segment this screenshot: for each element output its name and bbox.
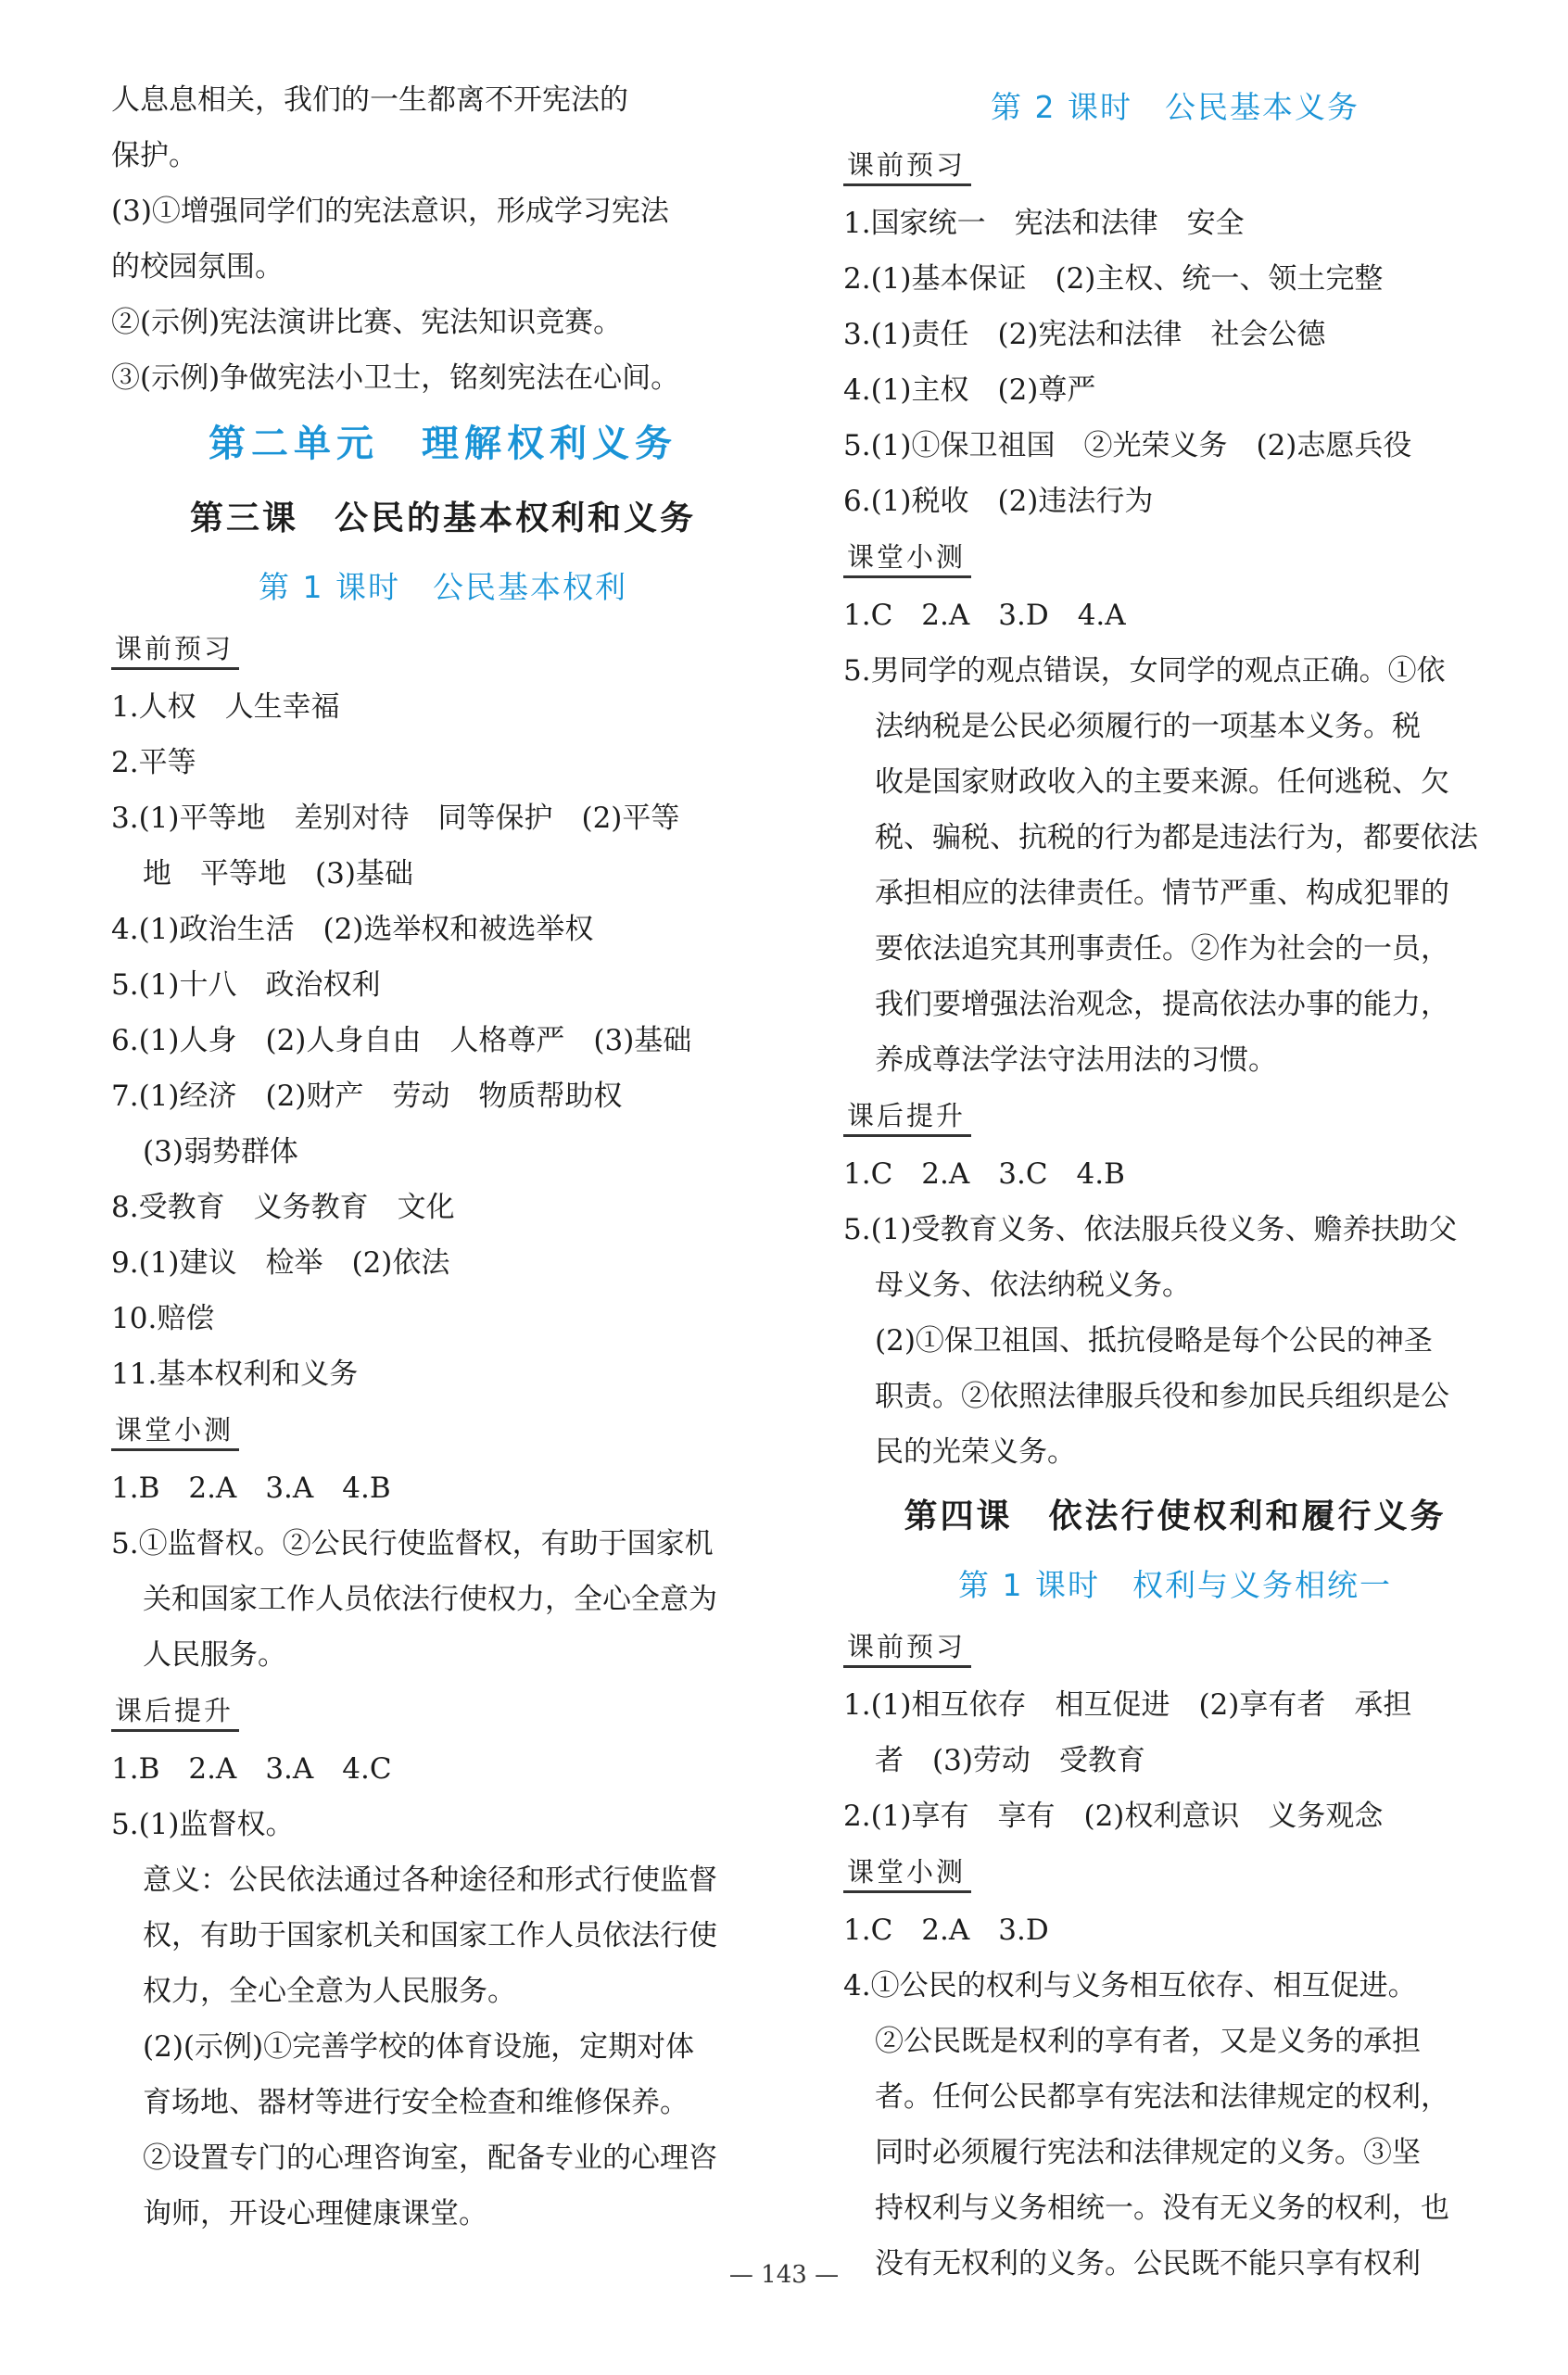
answer-line: 要依法追究其刑事责任。②作为社会的一员，	[875, 932, 1449, 966]
answer-line: 权力，全心全意为人民服务。	[143, 1975, 516, 2008]
answer-line: 5.(1)受教育义务、依法服兵役义务、赡养扶助父	[843, 1213, 1458, 1246]
answer-line: 关和国家工作人员依法行使权力，全心全意为	[143, 1583, 717, 1616]
answer-line: 3.(1)责任 (2)宪法和法律 社会公德	[843, 318, 1326, 351]
answer-line: 6.(1)税收 (2)违法行为	[843, 485, 1154, 518]
answer-line: 1.B 2.A 3.A 4.B	[111, 1472, 391, 1505]
answer-line: 同时必须履行宪法和法律规定的义务。③坚	[875, 2136, 1421, 2169]
answer-line: 6.(1)人身 (2)人身自由 人格尊严 (3)基础	[111, 1024, 692, 1057]
answer-line: 7.(1)经济 (2)财产 劳动 物质帮助权	[111, 1080, 623, 1113]
section-label-review: 课后提升	[111, 1692, 239, 1732]
answer-line: (2)(示例)①完善学校的体育设施，定期对体	[143, 2030, 695, 2064]
section-label-quiz: 课堂小测	[843, 1853, 971, 1893]
answer-line: 育场地、器材等进行安全检查和维修保养。	[143, 2086, 689, 2119]
answer-line: 1.(1)相互依存 相互促进 (2)享有者 承担	[843, 1688, 1412, 1722]
answer-line: 地 平等地 (3)基础	[143, 857, 413, 891]
answer-line: 母义务、依法纳税义务。	[875, 1269, 1191, 1302]
answer-line: 没有无权利的义务。公民既不能只享有权利	[875, 2247, 1421, 2280]
answer-line: 权，有助于国家机关和国家工作人员依法行使	[143, 1919, 717, 1952]
answer-text: 人息息相关，我们的一生都离不开宪法的	[111, 83, 628, 117]
answer-line: 11.基本权利和义务	[111, 1358, 359, 1391]
answer-text: 保护。	[111, 139, 197, 172]
section-label-quiz: 课堂小测	[111, 1411, 239, 1451]
answer-line: 承担相应的法律责任。情节严重、构成犯罪的	[875, 877, 1449, 910]
answer-line: 5.男同学的观点错误，女同学的观点正确。①依	[843, 654, 1446, 688]
answer-line: 1.国家统一 宪法和法律 安全	[843, 207, 1245, 240]
answer-line: 2.(1)享有 享有 (2)权利意识 义务观念	[843, 1800, 1384, 1833]
answer-line: 5.(1)十八 政治权利	[111, 968, 381, 1002]
answer-line: 民的光荣义务。	[875, 1435, 1076, 1469]
answer-line: 职责。②依照法律服兵役和参加民兵组织是公	[875, 1380, 1449, 1413]
section-label-quiz: 课堂小测	[843, 538, 971, 578]
left-column	[111, 72, 775, 2242]
answer-text: (3)①增强同学们的宪法意识，形成学习宪法	[111, 195, 669, 228]
period-heading: 第 1 课时 权利与义务相统一	[958, 1567, 1392, 1603]
answer-line: 者 (3)劳动 受教育	[875, 1744, 1145, 1777]
period-heading: 第 1 课时 公民基本权利	[259, 569, 627, 605]
answer-line: 持权利与义务相统一。没有无义务的权利，也	[875, 2192, 1449, 2225]
answer-line: 询师，开设心理健康课堂。	[143, 2197, 487, 2230]
answer-line: ②设置专门的心理咨询室，配备专业的心理咨	[143, 2141, 717, 2175]
section-label-preview: 课前预习	[843, 1628, 971, 1668]
answer-line: ②公民既是权利的享有者，又是义务的承担	[875, 2025, 1421, 2058]
period-heading: 第 2 课时 公民基本义务	[991, 89, 1359, 125]
answer-line: 2.(1)基本保证 (2)主权、统一、领土完整	[843, 262, 1384, 296]
answer-line: 5.(1)监督权。	[111, 1808, 295, 1841]
lesson-heading: 第四课 依法行使权利和履行义务	[904, 1497, 1447, 1535]
answer-line: 5.(1)①保卫祖国 ②光荣义务 (2)志愿兵役	[843, 429, 1412, 462]
answer-line: 人民服务。	[143, 1638, 286, 1672]
answer-line: 法纳税是公民必须履行的一项基本义务。税	[875, 710, 1421, 743]
page-number: — 143 —	[728, 2261, 840, 2289]
answer-line: 我们要增强法治观念，提高依法办事的能力，	[875, 988, 1449, 1021]
section-label-review: 课后提升	[843, 1097, 971, 1137]
answer-line: 1.B 2.A 3.A 4.C	[111, 1752, 392, 1786]
answer-line: 收是国家财政收入的主要来源。任何逃税、欠	[875, 765, 1449, 799]
answer-line: 税、骗税、抗税的行为都是违法行为，都要依法	[875, 821, 1478, 854]
answer-line: 1.人权 人生幸福	[111, 690, 340, 724]
lesson-heading: 第三课 公民的基本权利和义务	[189, 499, 696, 537]
answer-line: 10.赔偿	[111, 1302, 215, 1335]
answer-line: (3)弱势群体	[143, 1135, 298, 1169]
answer-line: 1.C 2.A 3.D 4.A	[843, 599, 1126, 632]
answer-line: 8.受教育 义务教育 文化	[111, 1191, 455, 1224]
answer-line: 4.(1)主权 (2)尊严	[843, 373, 1096, 407]
answer-line: 3.(1)平等地 差别对待 同等保护 (2)平等	[111, 802, 680, 835]
section-label-preview: 课前预习	[843, 146, 971, 186]
answer-text: ②(示例)宪法演讲比赛、宪法知识竞赛。	[111, 306, 623, 339]
answer-line: 者。任何公民都享有宪法和法律规定的权利，	[875, 2080, 1449, 2114]
answer-line: 1.C 2.A 3.D	[843, 1914, 1049, 1947]
unit-heading: 第二单元 理解权利义务	[209, 422, 677, 465]
answer-text: ③(示例)争做宪法小卫士，铭刻宪法在心间。	[111, 361, 680, 395]
answer-line: (2)①保卫祖国、抵抗侵略是每个公民的神圣	[875, 1324, 1433, 1358]
answer-line: 4.①公民的权利与义务相互依存、相互促进。	[843, 1969, 1417, 2002]
answer-line: 1.C 2.A 3.C 4.B	[843, 1157, 1125, 1191]
answer-line: 养成尊法学法守法用法的习惯。	[875, 1043, 1277, 1077]
answer-text: 的校园氛围。	[111, 250, 284, 284]
answer-line: 4.(1)政治生活 (2)选举权和被选举权	[111, 913, 594, 946]
right-column	[843, 78, 1507, 2292]
answer-line: 5.①监督权。②公民行使监督权，有助于国家机	[111, 1527, 714, 1560]
answer-line: 9.(1)建议 检举 (2)依法	[111, 1246, 450, 1280]
answer-line: 意义：公民依法通过各种途径和形式行使监督	[143, 1863, 717, 1897]
section-label-preview: 课前预习	[111, 630, 239, 670]
answer-line: 2.平等	[111, 746, 196, 779]
